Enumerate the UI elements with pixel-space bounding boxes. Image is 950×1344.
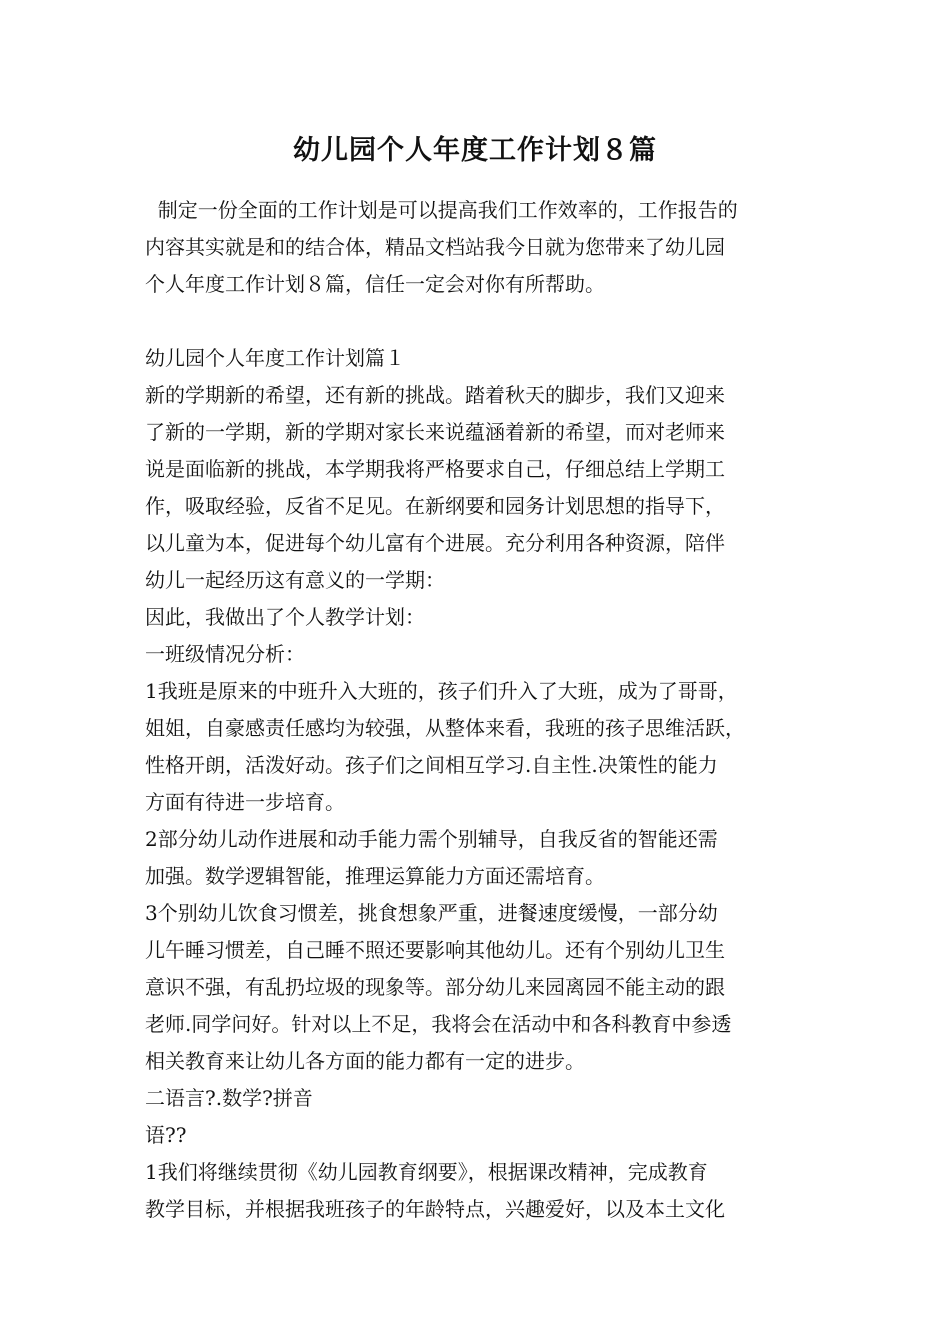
text-line: 一班级情况分析： bbox=[145, 642, 305, 666]
text-line: 方面有待进一步培育。 bbox=[145, 790, 345, 814]
text-line: 2部分幼儿动作进展和动手能力需个别辅导，自我反省的智能还需 bbox=[145, 827, 718, 851]
text-line: 幼儿一起经历这有意义的一学期： bbox=[145, 568, 445, 592]
text-line: 相关教育来让幼儿各方面的能力都有一定的进步。 bbox=[145, 1049, 585, 1073]
document-title: 幼儿园个人年度工作计划８篇 bbox=[293, 135, 657, 166]
text-line: 个人年度工作计划８篇，信任一定会对你有所帮助。 bbox=[145, 272, 605, 296]
text-line: 制定一份全面的工作计划是可以提高我们工作效率的，工作报告的 bbox=[145, 198, 738, 222]
text-line: 加强。数学逻辑智能，推理运算能力方面还需培育。 bbox=[145, 864, 605, 888]
text-line: 姐姐，自豪感责任感均为较强，从整体来看，我班的孩子思维活跃， bbox=[145, 716, 745, 740]
text-line: 意识不强，有乱扔垃圾的现象等。部分幼儿来园离园不能主动的跟 bbox=[145, 975, 725, 999]
text-line: 性格开朗，活泼好动。孩子们之间相互学习.自主性.决策性的能力 bbox=[145, 753, 718, 777]
text-line: 以儿童为本，促进每个幼儿富有个进展。充分利用各种资源，陪伴 bbox=[145, 531, 725, 555]
text-line: 新的学期新的希望，还有新的挑战。踏着秋天的脚步，我们又迎来 bbox=[145, 383, 725, 407]
text-line: 作，吸取经验，反省不足见。在新纲要和园务计划思想的指导下， bbox=[145, 494, 725, 518]
blank-line bbox=[145, 303, 813, 340]
document-body bbox=[145, 192, 813, 1228]
text-line: 儿午睡习惯差，自己睡不照还要影响其他幼儿。还有个别幼儿卫生 bbox=[145, 938, 725, 962]
text-line: 3个别幼儿饮食习惯差，挑食想象严重，进餐速度缓慢，一部分幼 bbox=[145, 901, 718, 925]
text-line: 教学目标，并根据我班孩子的年龄特点，兴趣爱好，以及本土文化 bbox=[145, 1197, 725, 1221]
text-line: 1我们将继续贯彻《幼儿园教育纲要》，根据课改精神，完成教育 bbox=[145, 1160, 708, 1184]
text-line: 因此，我做出了个人教学计划： bbox=[145, 605, 425, 629]
text-line: 了新的一学期，新的学期对家长来说蕴涵着新的希望，而对老师来 bbox=[145, 420, 725, 444]
text-line: 二语言?.数学?拼音 bbox=[145, 1086, 313, 1110]
text-line: 老师.同学问好。针对以上不足，我将会在活动中和各科教育中参透 bbox=[145, 1012, 732, 1036]
text-line: 语?? bbox=[145, 1123, 187, 1147]
text-line: 1我班是原来的中班升入大班的，孩子们升入了大班，成为了哥哥， bbox=[145, 679, 738, 703]
text-line: 内容其实就是和的结合体，精品文档站我今日就为您带来了幼儿园 bbox=[145, 235, 725, 259]
text-line: 幼儿园个人年度工作计划篇１ bbox=[145, 346, 405, 370]
text-line: 说是面临新的挑战，本学期我将严格要求自己，仔细总结上学期工 bbox=[145, 457, 725, 481]
